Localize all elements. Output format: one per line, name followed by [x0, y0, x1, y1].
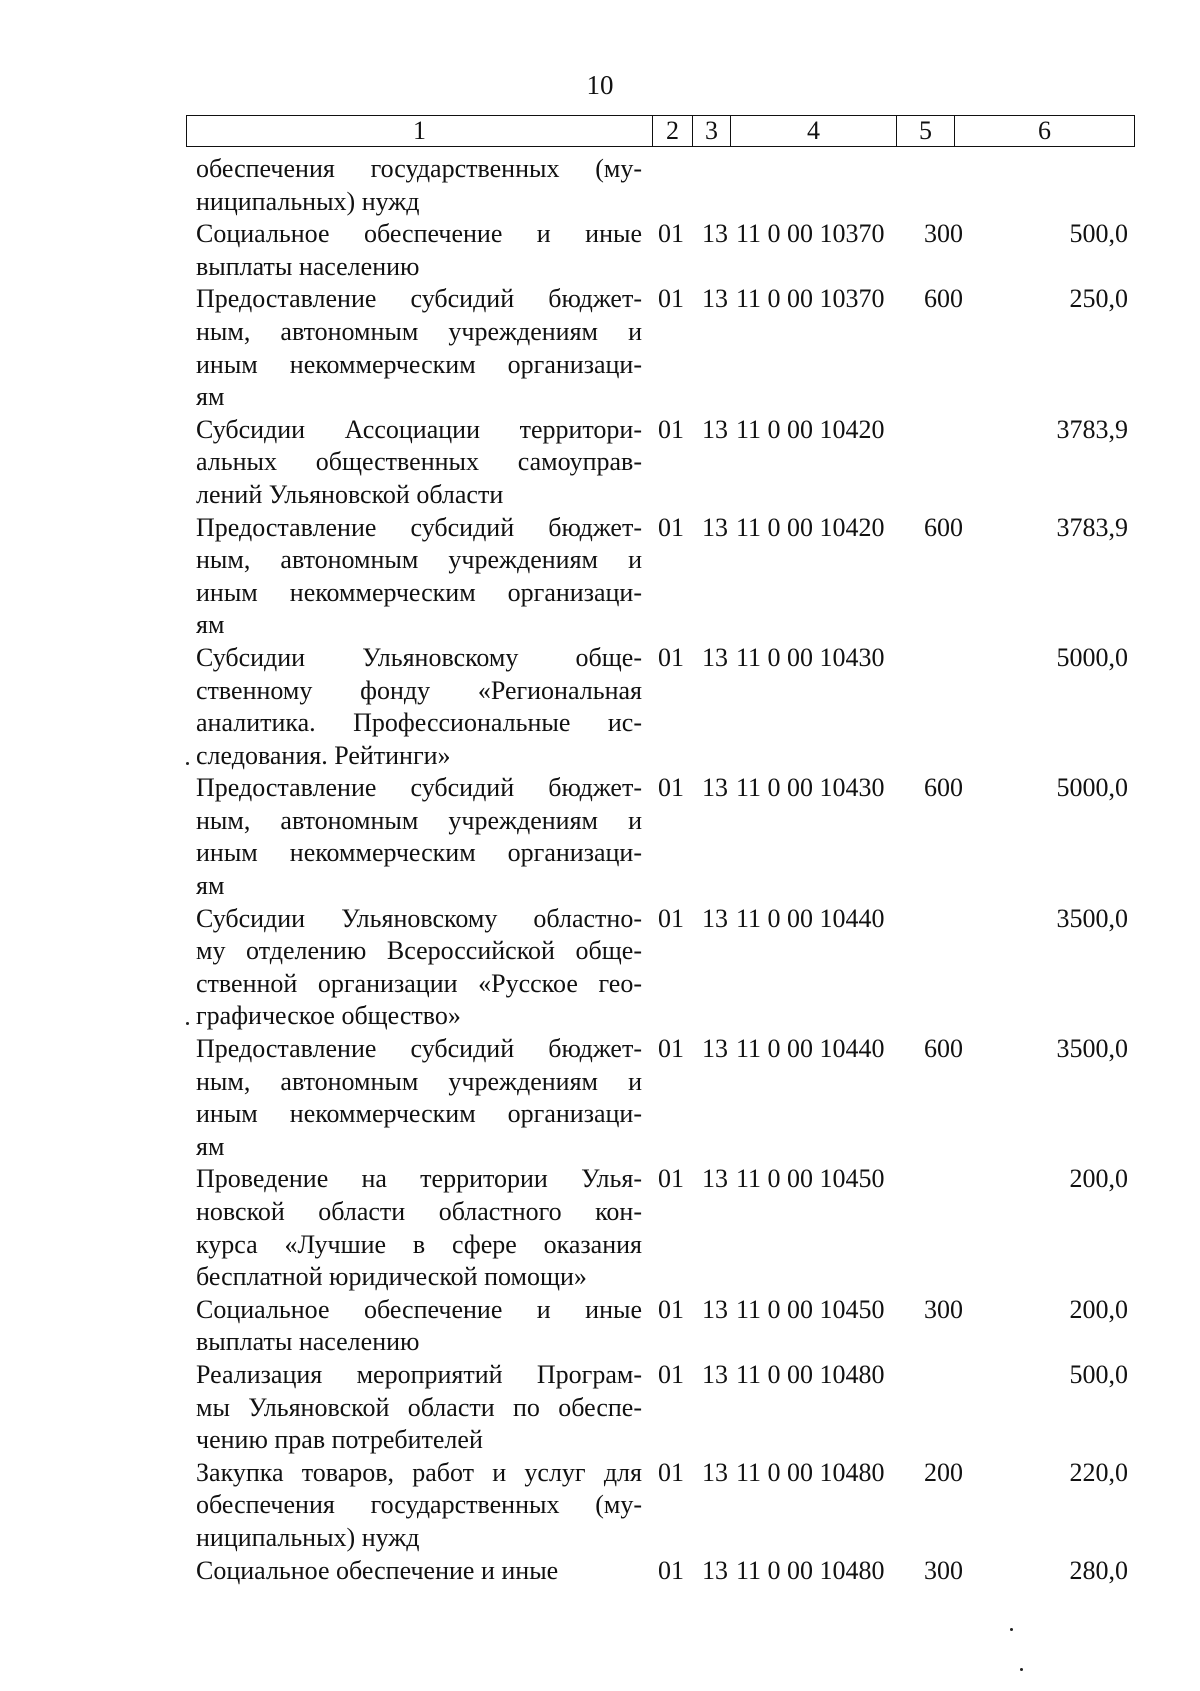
description-line: Предоставление субсидий бюджет-: [196, 773, 642, 803]
description-line: чению прав потребителей: [196, 1425, 483, 1455]
description-line: выплаты населению: [196, 1327, 420, 1357]
amount: 3500,0: [1056, 1034, 1128, 1064]
row-description: [196, 153, 642, 218]
description-line: альных общественных самоуправ-: [196, 447, 642, 477]
column-header-2: 2: [653, 116, 693, 147]
section-code: 01: [658, 903, 684, 933]
row-description: [196, 512, 642, 642]
table-row: [196, 772, 1196, 902]
row-description: [196, 1163, 642, 1293]
section-code: 01: [658, 219, 684, 249]
subsection-code: 13: [702, 284, 728, 314]
description-line: иным некоммерческим организаци-: [196, 838, 642, 868]
description-line: ям: [196, 610, 225, 640]
target-article-code: 11 0 00 10480: [736, 1359, 885, 1389]
description-line: иным некоммерческим организаци-: [196, 1099, 642, 1129]
column-header-3: 3: [693, 116, 731, 147]
row-description: [196, 1033, 642, 1163]
subsection-code: 13: [702, 1555, 728, 1585]
description-line: новской области областного кон-: [196, 1197, 642, 1226]
description-line: следования. Рейтинги»: [196, 740, 451, 770]
budget-table-body: [196, 153, 1196, 1587]
target-article-code: 11 0 00 10480: [736, 1457, 885, 1487]
description-line: графическое общество»: [196, 1001, 461, 1031]
section-code: 01: [658, 284, 684, 314]
subsection-code: 13: [702, 414, 728, 444]
target-article-code: 11 0 00 10370: [736, 284, 885, 314]
column-header-4: 4: [731, 116, 897, 147]
amount: 5000,0: [1056, 773, 1128, 803]
section-code: 01: [658, 1457, 684, 1487]
description-line: Закупка товаров, работ и услуг для: [196, 1457, 642, 1487]
description-line: Реализация мероприятий Програм-: [196, 1359, 642, 1389]
description-line: му отделению Всероссийской обще-: [196, 936, 642, 966]
column-header-table: [186, 115, 1135, 147]
description-line: аналитика. Профессиональные ис-: [196, 708, 642, 738]
table-row: [196, 1457, 1196, 1555]
description-line: выплаты населению: [196, 251, 420, 281]
description-line: иным некоммерческим организаци-: [196, 349, 642, 379]
column-header-1: 1: [187, 116, 653, 147]
table-row: [196, 1359, 1196, 1457]
description-line: Социальное обеспечение и иные: [196, 1294, 642, 1324]
subsection-code: 13: [702, 1294, 728, 1324]
expense-type-code: 300: [924, 1555, 963, 1585]
target-article-code: 11 0 00 10430: [736, 642, 885, 672]
table-row: [196, 414, 1196, 512]
description-line: Предоставление субсидий бюджет-: [196, 1034, 642, 1064]
amount: 250,0: [1069, 284, 1128, 314]
amount: 500,0: [1069, 1359, 1128, 1389]
expense-type-code: 600: [924, 773, 963, 803]
description-line: обеспечения государственных (му-: [196, 154, 642, 183]
subsection-code: 13: [702, 512, 728, 542]
description-line: лений Ульяновской области: [196, 479, 504, 509]
target-article-code: 11 0 00 10420: [736, 414, 885, 444]
table-row: [196, 642, 1196, 772]
expense-type-code: 600: [924, 512, 963, 542]
description-line: курса «Лучшие в сфере оказания: [196, 1229, 642, 1259]
description-line: Субсидии Ульяновскому обще-: [196, 642, 642, 672]
table-row: [196, 283, 1196, 413]
amount: 280,0: [1069, 1555, 1128, 1585]
target-article-code: 11 0 00 10420: [736, 512, 885, 542]
amount: 220,0: [1069, 1457, 1128, 1487]
target-article-code: 11 0 00 10370: [736, 219, 885, 249]
target-article-code: 11 0 00 10440: [736, 903, 885, 933]
row-description: [196, 414, 642, 512]
description-line: иным некоммерческим организаци-: [196, 577, 642, 607]
subsection-code: 13: [702, 1457, 728, 1487]
description-line: ным, автономным учреждениям и: [196, 805, 642, 835]
description-line: ственному фонду «Региональная: [196, 675, 642, 705]
description-line: Субсидии Ассоциации территори-: [196, 414, 642, 444]
target-article-code: 11 0 00 10450: [736, 1164, 885, 1194]
description-line: ным, автономным учреждениям и: [196, 545, 642, 575]
expense-type-code: 300: [924, 219, 963, 249]
description-line: ным, автономным учреждениям и: [196, 1066, 642, 1096]
column-header-5: 5: [897, 116, 955, 147]
description-line: Предоставление субсидий бюджет-: [196, 512, 642, 542]
scan-speck: [186, 762, 189, 765]
subsection-code: 13: [702, 642, 728, 672]
table-row: [196, 1555, 1196, 1588]
row-description: [196, 903, 642, 1033]
table-row: [196, 512, 1196, 642]
row-description: [196, 1555, 642, 1588]
target-article-code: 11 0 00 10450: [736, 1294, 885, 1324]
expense-type-code: 300: [924, 1294, 963, 1324]
row-description: [196, 1457, 642, 1555]
subsection-code: 13: [702, 1359, 728, 1389]
scan-speck: [186, 1022, 189, 1025]
section-code: 01: [658, 414, 684, 444]
row-description: [196, 283, 642, 413]
column-header-6: 6: [955, 116, 1135, 147]
page-number: 10: [586, 70, 614, 100]
subsection-code: 13: [702, 773, 728, 803]
column-header-row: [187, 116, 1135, 147]
table-row: [196, 218, 1196, 283]
row-description: [196, 218, 642, 283]
amount: 500,0: [1069, 219, 1128, 249]
description-line: ственной организации «Русское гео-: [196, 968, 642, 998]
expense-type-code: 200: [924, 1457, 963, 1487]
section-code: 01: [658, 642, 684, 672]
expense-type-code: 600: [924, 284, 963, 314]
target-article-code: 11 0 00 10480: [736, 1555, 885, 1585]
amount: 3500,0: [1056, 903, 1128, 933]
description-line: ниципальных) нужд: [196, 186, 420, 216]
table-row: [196, 153, 1196, 218]
subsection-code: 13: [702, 903, 728, 933]
subsection-code: 13: [702, 1034, 728, 1064]
row-description: [196, 1294, 642, 1359]
amount: 3783,9: [1056, 512, 1128, 542]
description-line: ям: [196, 871, 225, 901]
amount: 200,0: [1069, 1294, 1128, 1324]
section-code: 01: [658, 773, 684, 803]
description-line: ниципальных) нужд: [196, 1522, 420, 1552]
description-line: ям: [196, 1131, 225, 1161]
description-line: ям: [196, 382, 225, 412]
table-row: [196, 1033, 1196, 1163]
section-code: 01: [658, 1294, 684, 1324]
description-line: обеспечения государственных (му-: [196, 1490, 642, 1520]
description-line: Социальное обеспечение и иные: [196, 219, 642, 249]
expense-type-code: 600: [924, 1034, 963, 1064]
row-description: [196, 642, 642, 772]
table-row: [196, 1294, 1196, 1359]
description-line: Субсидии Ульяновскому областно-: [196, 903, 642, 933]
description-line: Социальное обеспечение и иные: [196, 1555, 559, 1585]
table-row: [196, 1163, 1196, 1293]
section-code: 01: [658, 1034, 684, 1064]
target-article-code: 11 0 00 10430: [736, 773, 885, 803]
section-code: 01: [658, 1164, 684, 1194]
scan-speck: [1010, 1628, 1013, 1631]
subsection-code: 13: [702, 219, 728, 249]
description-line: Проведение на территории Улья-: [196, 1164, 642, 1194]
section-code: 01: [658, 1555, 684, 1585]
row-description: [196, 772, 642, 902]
target-article-code: 11 0 00 10440: [736, 1034, 885, 1064]
description-line: мы Ульяновской области по обеспе-: [196, 1392, 642, 1422]
amount: 3783,9: [1056, 414, 1128, 444]
table-row: [196, 903, 1196, 1033]
scan-speck: [1020, 1668, 1023, 1671]
row-description: [196, 1359, 642, 1457]
description-line: ным, автономным учреждениям и: [196, 316, 642, 346]
description-line: бесплатной юридической помощи»: [196, 1262, 587, 1292]
subsection-code: 13: [702, 1164, 728, 1194]
description-line: Предоставление субсидий бюджет-: [196, 284, 642, 314]
section-code: 01: [658, 1359, 684, 1389]
amount: 5000,0: [1056, 642, 1128, 672]
amount: 200,0: [1069, 1164, 1128, 1194]
section-code: 01: [658, 512, 684, 542]
